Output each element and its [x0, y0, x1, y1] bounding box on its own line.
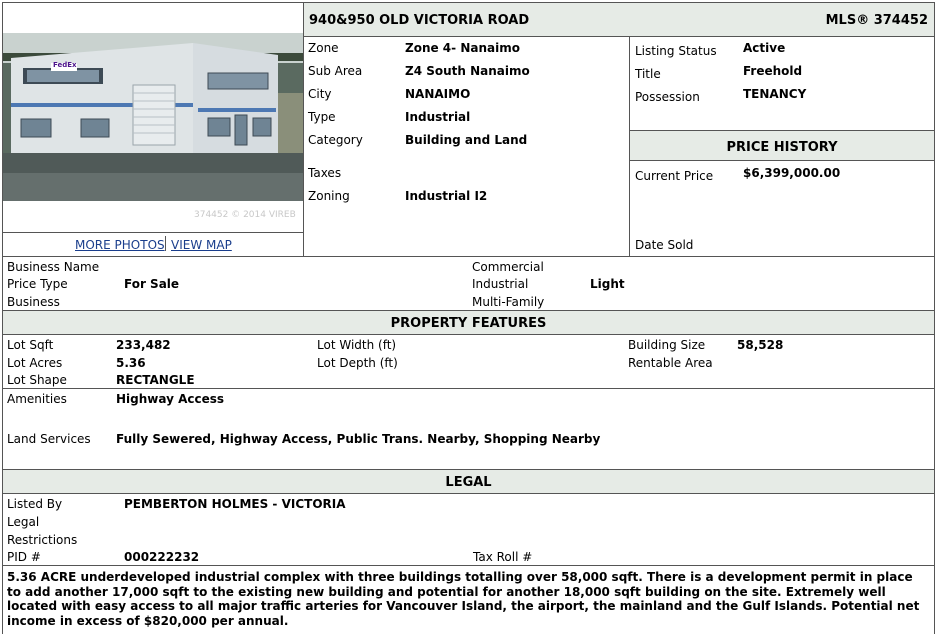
legal-label: Legal: [7, 515, 40, 529]
building-size-value: 58,528: [737, 338, 784, 352]
features-title: PROPERTY FEATURES: [390, 316, 547, 331]
price-history-title: PRICE HISTORY: [726, 140, 838, 155]
lot-width-label: Lot Width (ft): [317, 338, 397, 352]
detail-label: Sub Area: [308, 64, 363, 78]
listed-by-label: Listed By: [7, 497, 63, 511]
lot-depth-label: Lot Depth (ft): [317, 356, 398, 370]
status-value: Active: [743, 41, 786, 55]
status-label: Listing Status: [635, 44, 717, 58]
amenities-label: Amenities: [7, 392, 67, 406]
current-price-value: $6,399,000.00: [743, 166, 841, 180]
view-map-link[interactable]: VIEW MAP: [171, 238, 232, 252]
legal-title: LEGAL: [445, 475, 492, 490]
detail-value: Building and Land: [405, 133, 528, 147]
rentable-area-label: Rentable Area: [628, 356, 713, 370]
commercial-label: Commercial: [472, 260, 544, 274]
tax-roll-label: Tax Roll #: [473, 550, 533, 564]
land-services-value: Fully Sewered, Highway Access, Public Trans. Nearby, Shopping Nearby: [116, 432, 601, 446]
industrial-label: Industrial: [472, 277, 529, 291]
building-photo-graphic: [3, 33, 303, 201]
pid-value: 000222232: [124, 550, 200, 564]
status-value: Freehold: [743, 64, 803, 78]
more-photos-link[interactable]: MORE PHOTOS: [75, 238, 165, 252]
detail-value: Industrial: [405, 110, 471, 124]
detail-label: Taxes: [308, 166, 342, 180]
date-sold-label: Date Sold: [635, 238, 694, 252]
price-type-label: Price Type: [7, 277, 68, 291]
detail-label: Zone: [308, 41, 339, 55]
fedex-sign: FedEx: [53, 61, 77, 69]
listed-by-value: PEMBERTON HOLMES - VICTORIA: [124, 497, 346, 511]
restrictions-label: Restrictions: [7, 533, 78, 547]
lot-sqft-value: 233,482: [116, 338, 171, 352]
detail-label: Category: [308, 133, 363, 147]
mls-number: MLS® 374452: [825, 13, 928, 28]
building-size-label: Building Size: [628, 338, 706, 352]
status-label: Possession: [635, 90, 700, 104]
lot-sqft-label: Lot Sqft: [7, 338, 54, 352]
detail-value: Industrial I2: [405, 189, 488, 203]
detail-value: Zone 4- Nanaimo: [405, 41, 520, 55]
property-description: 5.36 ACRE underdeveloped industrial complex with three buildings totalling over 58,000 sqft. There is a development permit in place to add another 17,000 sqft to the existing new building and potential for another 18,000 sqft building on the site. Extremely well located with easy access to all major traffic arteries for Vancouver Island, the airport, the mainland and the Gulf Islands. Potential net income in excess of $820,000 per annual.: [7, 570, 920, 628]
amenities-value: Highway Access: [116, 392, 225, 406]
detail-label: City: [308, 87, 332, 101]
status-label: Title: [635, 67, 661, 81]
detail-value: NANAIMO: [405, 87, 471, 101]
status-value: TENANCY: [743, 87, 807, 101]
detail-label: Zoning: [308, 189, 350, 203]
detail-label: Type: [308, 110, 336, 124]
lot-shape-value: RECTANGLE: [116, 373, 195, 387]
multifamily-label: Multi-Family: [472, 295, 545, 309]
listing-address: 940&950 OLD VICTORIA ROAD: [309, 13, 530, 28]
current-price-label: Current Price: [635, 169, 714, 183]
business-label: Business: [7, 295, 60, 309]
link-divider: [165, 236, 166, 251]
detail-value: Z4 South Nanaimo: [405, 64, 530, 78]
property-photo[interactable]: [3, 33, 303, 201]
photo-watermark-text: 374452 © 2014 VIREB: [194, 210, 296, 220]
business-name-label: Business Name: [7, 260, 100, 274]
pid-label: PID #: [7, 550, 41, 564]
land-services-label: Land Services: [7, 432, 91, 446]
lot-shape-label: Lot Shape: [7, 373, 67, 387]
lot-acres-value: 5.36: [116, 356, 146, 370]
industrial-value: Light: [590, 277, 625, 291]
price-type-value: For Sale: [124, 277, 180, 291]
lot-acres-label: Lot Acres: [7, 356, 63, 370]
